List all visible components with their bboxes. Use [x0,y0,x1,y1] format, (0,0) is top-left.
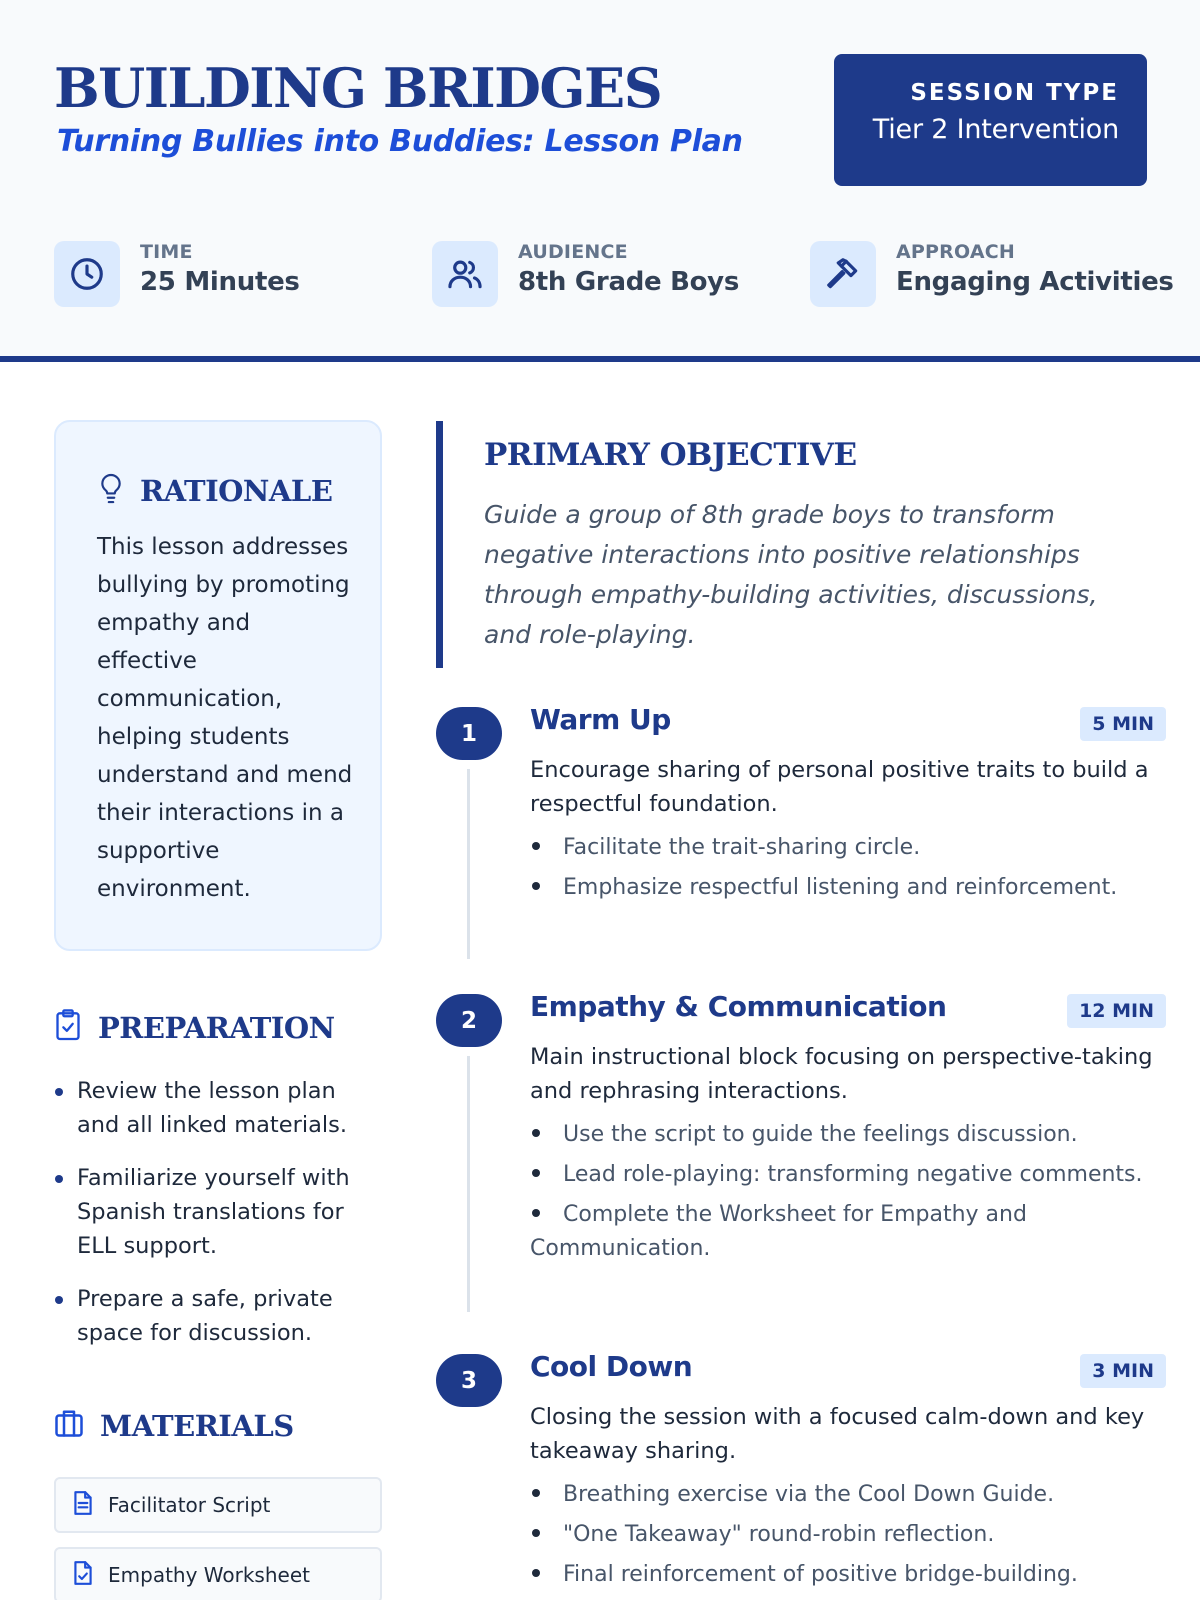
primary-objective [436,421,1156,668]
objective-text: Guide a group of 8th grade boys to transform negative interactions into positive relationships through empathy-building activities, discussions, and role-playing. [484,500,1098,649]
step-bullet-list [530,1118,1166,1272]
step-bullet: Final reinforcement of positive bridge-building. [530,1558,1166,1592]
clipboard-check-icon [54,1008,82,1047]
rationale-card [54,420,382,951]
step-bullet: "One Takeaway" round-robin reflection. [530,1518,1166,1552]
session-type-value: Tier 2 Intervention [872,114,1119,145]
timeline-connector [467,769,470,959]
rationale-text: This lesson addresses bullying by promoting empathy and effective communication, helping students understand and mend their interactions in a supportive environment. [97,534,353,902]
material-facilitator-script[interactable] [54,1477,382,1533]
materials-title: MATERIALS [100,1408,294,1443]
preparation-list [54,1074,384,1369]
materials-header [54,1408,294,1443]
meta-time-label: TIME [140,241,193,263]
material-label: Empathy Worksheet [108,1563,310,1587]
step-bullet: Breathing exercise via the Cool Down Guide. [530,1478,1166,1512]
meta-audience-label: AUDIENCE [518,241,628,263]
meta-approach-value: Engaging Activities [896,267,1174,297]
session-type-label: SESSION TYPE [910,80,1119,106]
duration-badge: 5 MIN [1080,707,1166,741]
preparation-header [54,1008,335,1047]
document-icon [72,1490,94,1521]
step-bullet: Lead role-playing: transforming negative comments. [530,1158,1166,1192]
step-title: Empathy & Communication [530,990,947,1023]
users-icon [432,241,498,307]
material-label: Facilitator Script [108,1493,271,1517]
step-bullet: Complete the Worksheet for Empathy and Communication. [530,1202,1027,1261]
step-description: Closing the session with a focused calm-down and key takeaway sharing. [530,1404,1145,1464]
lightbulb-icon [98,471,124,510]
timeline-connector [467,1056,470,1312]
step-number: 2 [436,994,502,1047]
meta-audience [432,241,739,307]
briefcase-icon [54,1408,84,1443]
meta-approach-label: APPROACH [896,241,1015,263]
step-bullet: Use the script to guide the feelings discussion. [530,1118,1166,1152]
objective-title: PRIMARY OBJECTIVE [484,437,857,473]
step-bullet: Facilitate the trait-sharing circle. [530,831,1166,865]
duration-badge: 12 MIN [1067,994,1166,1028]
meta-time-value: 25 Minutes [140,267,300,297]
clock-icon [54,241,120,307]
step-warm-up [436,703,1166,957]
step-number: 1 [436,707,502,760]
session-type-card [834,54,1147,186]
step-title: Warm Up [530,703,671,736]
rationale-title: RATIONALE [140,473,333,508]
meta-audience-value: 8th Grade Boys [518,267,739,297]
preparation-item: Review the lesson plan and all linked materials. [54,1074,384,1142]
step-cool-down [436,1350,1166,1600]
document-check-icon [72,1560,94,1591]
step-bullet-list [530,831,1166,911]
preparation-title: PREPARATION [98,1010,335,1045]
step-description: Main instructional block focusing on perspective-taking and rephrasing interactions. [530,1044,1153,1104]
duration-badge: 3 MIN [1080,1354,1166,1388]
meta-approach [810,241,1174,307]
material-empathy-worksheet[interactable] [54,1547,382,1600]
step-bullet: Emphasize respectful listening and reinforcement. [530,871,1166,905]
preparation-item: Prepare a safe, private space for discussion. [54,1282,384,1350]
preparation-item: Familiarize yourself with Spanish translations for ELL support. [54,1161,384,1263]
meta-time [54,241,300,307]
page-subtitle: Turning Bullies into Buddies: Lesson Plan [57,124,743,159]
step-title: Cool Down [530,1350,693,1383]
lesson-header [0,0,1200,362]
step-bullet-list [530,1478,1166,1598]
step-empathy-communication [436,990,1166,1314]
page-title: BUILDING BRIDGES [54,56,662,120]
step-description: Encourage sharing of personal positive traits to build a respectful foundation. [530,757,1149,817]
hammer-icon [810,241,876,307]
step-number: 3 [436,1354,502,1407]
